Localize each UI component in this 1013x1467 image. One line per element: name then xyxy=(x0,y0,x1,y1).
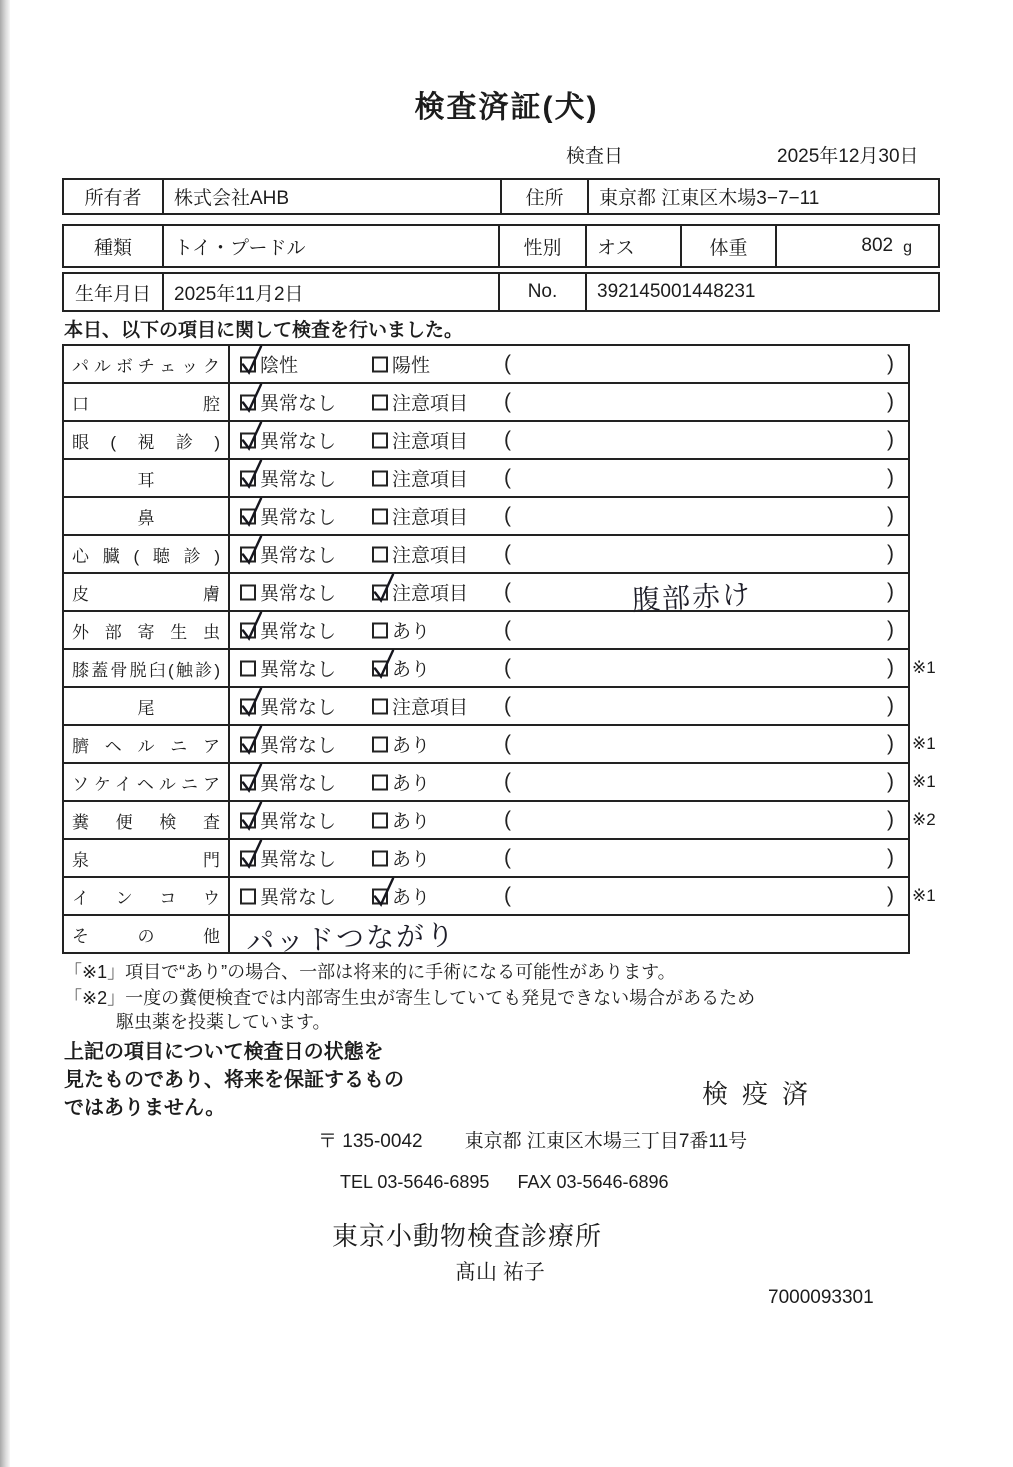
paren-close: ) xyxy=(887,732,894,755)
disclaimer-line-1: 上記の項目について検査日の状態を xyxy=(64,1041,384,1063)
paren-close: ) xyxy=(887,618,894,641)
paren-close: ) xyxy=(887,580,894,603)
clinic-address: 東京都 江東区木場三丁目7番11号 xyxy=(464,1131,748,1152)
paren-open: ( xyxy=(504,542,511,565)
no-label: No. xyxy=(500,274,587,310)
checked-checkbox-icon xyxy=(240,622,256,638)
empty-checkbox-icon xyxy=(372,356,388,372)
option-label: あり xyxy=(392,773,431,795)
checklist-option-2 xyxy=(372,541,468,568)
empty-checkbox-icon xyxy=(372,736,388,752)
checklist-option-1 xyxy=(240,389,336,416)
fax-number: FAX 03-5646-6896 xyxy=(517,1172,669,1192)
paren-close: ) xyxy=(887,542,894,565)
empty-checkbox-icon xyxy=(372,470,388,486)
tel-fax-row xyxy=(340,1172,669,1193)
footnote-1: 「※1」項目で“あり”の場合、一部は将来的に手術になる可能性があります。 xyxy=(64,962,676,982)
option-label: あり xyxy=(392,887,431,909)
option-label: 異常なし xyxy=(260,469,337,491)
checklist-row-content xyxy=(232,650,908,686)
checklist-option-2 xyxy=(372,465,468,492)
checklist-option-1 xyxy=(240,731,336,758)
empty-checkbox-icon xyxy=(372,812,388,828)
checklist-option-2 xyxy=(372,579,468,606)
checklist-row-content xyxy=(232,384,908,420)
checklist-row-content xyxy=(232,536,908,572)
empty-checkbox-icon xyxy=(372,508,388,524)
paren-open: ( xyxy=(504,808,511,831)
intro-sentence: 本日、以下の項目に関して検査を行いました。 xyxy=(64,320,464,341)
paren-open: ( xyxy=(504,504,511,527)
empty-checkbox-icon xyxy=(372,394,388,410)
checklist-row-content xyxy=(232,460,908,496)
option-label: 異常なし xyxy=(260,659,337,681)
paren-close: ) xyxy=(887,390,894,413)
checklist-row-content xyxy=(232,498,908,534)
checklist-row xyxy=(64,724,936,762)
option-label: 陰性 xyxy=(260,355,299,377)
checklist-option-2 xyxy=(372,807,430,834)
empty-checkbox-icon xyxy=(240,888,256,904)
serial-number: 7000093301 xyxy=(768,1287,874,1308)
tel-number: TEL 03-5646-6895 xyxy=(340,1172,490,1192)
sex-label: 性別 xyxy=(500,226,587,266)
checklist-row xyxy=(64,420,908,458)
checklist-option-1 xyxy=(240,427,336,454)
option-label: 異常なし xyxy=(260,621,337,643)
checklist-row xyxy=(64,686,908,724)
paren-close: ) xyxy=(887,694,894,717)
sex-value: オス xyxy=(587,226,682,266)
checklist-option-2 xyxy=(372,731,430,758)
checklist-option-2 xyxy=(372,845,430,872)
option-label: 異常なし xyxy=(260,545,337,567)
option-label: 異常なし xyxy=(260,849,337,871)
checklist-item-label: 糞便検査 xyxy=(64,802,230,838)
option-label: 異常なし xyxy=(260,887,337,909)
paren-open: ( xyxy=(504,884,511,907)
checklist-item-label: ソケイヘルニア xyxy=(64,764,230,800)
checklist-option-2 xyxy=(372,655,430,682)
empty-checkbox-icon xyxy=(372,546,388,562)
empty-checkbox-icon xyxy=(372,774,388,790)
checklist-row xyxy=(64,496,908,534)
footnote-2-line1: 「※2」一度の糞便検査では内部寄生虫が寄生していても発見できない場合があるため xyxy=(64,988,756,1008)
owner-value: 株式会社AHB xyxy=(164,180,502,213)
breed-label: 種類 xyxy=(64,226,164,266)
scan-edge-artifact xyxy=(0,0,10,1467)
checklist-item-label: 眼(視診) xyxy=(64,422,230,458)
checklist-item-label: 外部寄生虫 xyxy=(64,612,230,648)
empty-checkbox-icon xyxy=(240,660,256,676)
checked-checkbox-icon xyxy=(240,850,256,866)
checked-checkbox-icon xyxy=(240,736,256,752)
paren-close: ) xyxy=(887,428,894,451)
checklist-row-content xyxy=(232,916,908,958)
paren-open: ( xyxy=(504,390,511,413)
handwritten-note: パッドつながり xyxy=(245,919,457,958)
clinic-address-row xyxy=(318,1126,747,1153)
option-label: 異常なし xyxy=(260,811,337,833)
checklist-option-2 xyxy=(372,427,468,454)
remark-asterisk: ※1 xyxy=(912,772,936,791)
birthdate-value: 2025年11月2日 xyxy=(164,274,500,310)
checklist-row xyxy=(64,800,936,838)
postal-code: 〒 135-0042 xyxy=(318,1131,423,1152)
checklist-option-2 xyxy=(372,351,430,378)
quarantine-stamp: 検疫済 xyxy=(702,1079,823,1109)
paren-open: ( xyxy=(504,770,511,793)
disclaimer-line-2: 見たものであり、将来を保証するもの xyxy=(64,1069,404,1091)
option-label: 異常なし xyxy=(260,773,337,795)
checklist-row-content xyxy=(232,726,908,762)
weight-value: 802 xyxy=(861,235,894,256)
checklist-row-content xyxy=(232,612,908,648)
checklist-item-label: 尾 xyxy=(64,688,230,724)
checklist-row-content xyxy=(232,574,908,617)
checklist-row xyxy=(64,346,908,382)
checklist-option-2 xyxy=(372,769,430,796)
checked-checkbox-icon xyxy=(372,660,388,676)
option-label: 陽性 xyxy=(392,355,431,377)
checklist-row-content xyxy=(232,840,908,876)
paren-open: ( xyxy=(504,618,511,641)
checklist-row xyxy=(64,762,936,800)
checklist-option-2 xyxy=(372,883,430,910)
checklist-row xyxy=(64,648,936,686)
clinic-name: 東京小動物検査診療所 xyxy=(332,1221,603,1251)
breed-value: トイ・プードル xyxy=(164,226,500,266)
option-label: あり xyxy=(392,735,431,757)
paren-open: ( xyxy=(504,846,511,869)
checklist-table xyxy=(62,344,936,958)
disclaimer-line-3: ではありません。 xyxy=(64,1097,226,1119)
paren-open: ( xyxy=(504,694,511,717)
weight-label: 体重 xyxy=(682,226,777,266)
paren-open: ( xyxy=(504,352,511,375)
paren-close: ) xyxy=(887,846,894,869)
exam-date-value: 2025年12月30日 xyxy=(777,146,919,167)
option-label: 注意項目 xyxy=(392,431,469,453)
checklist-row xyxy=(64,838,908,876)
checklist-option-2 xyxy=(372,693,468,720)
checked-checkbox-icon xyxy=(240,394,256,410)
weight-unit: g xyxy=(903,239,912,256)
empty-checkbox-icon xyxy=(372,698,388,714)
checked-checkbox-icon xyxy=(372,584,388,600)
checklist-option-1 xyxy=(240,465,336,492)
checklist-row-content xyxy=(232,422,908,458)
checklist-row-content xyxy=(232,878,908,914)
option-label: あり xyxy=(392,621,431,643)
checklist-option-1 xyxy=(240,769,336,796)
empty-checkbox-icon xyxy=(372,432,388,448)
checklist-item-label: その他 xyxy=(64,916,230,952)
checklist-option-1 xyxy=(240,845,336,872)
checklist-row xyxy=(64,610,908,648)
paren-open: ( xyxy=(504,656,511,679)
checklist-option-1 xyxy=(240,693,336,720)
checklist-row xyxy=(64,382,908,420)
paren-close: ) xyxy=(887,504,894,527)
empty-checkbox-icon xyxy=(372,622,388,638)
page-title: 検査済証(犬) xyxy=(414,91,599,124)
option-label: あり xyxy=(392,811,431,833)
checklist-option-2 xyxy=(372,617,430,644)
checklist-option-1 xyxy=(240,655,336,682)
disclaimer-text xyxy=(64,1038,404,1122)
option-label: 異常なし xyxy=(260,431,337,453)
checklist-row-content xyxy=(232,764,908,800)
checklist-option-2 xyxy=(372,389,468,416)
checklist-option-1 xyxy=(240,541,336,568)
checked-checkbox-icon xyxy=(240,812,256,828)
paren-close: ) xyxy=(887,808,894,831)
weight-value-cell xyxy=(777,226,938,266)
checklist-item-label: パルボチェック xyxy=(64,346,230,382)
option-label: 異常なし xyxy=(260,697,337,719)
checklist-item-label: 鼻 xyxy=(64,498,230,534)
paren-open: ( xyxy=(504,428,511,451)
checklist-item-label: 皮膚 xyxy=(64,574,230,610)
checklist-item-label: 口腔 xyxy=(64,384,230,420)
empty-checkbox-icon xyxy=(240,584,256,600)
checklist-item-label: 膝蓋骨脱臼(触診) xyxy=(64,650,230,686)
checked-checkbox-icon xyxy=(240,774,256,790)
checklist-row xyxy=(64,572,908,617)
paren-open: ( xyxy=(504,466,511,489)
option-label: あり xyxy=(392,849,431,871)
checked-checkbox-icon xyxy=(240,698,256,714)
checklist-row-content xyxy=(232,346,908,382)
checklist-item-label: 耳 xyxy=(64,460,230,496)
paren-close: ) xyxy=(887,884,894,907)
checklist-row xyxy=(64,534,908,572)
checklist-row-content xyxy=(232,688,908,724)
option-label: 注意項目 xyxy=(392,507,469,529)
checked-checkbox-icon xyxy=(372,888,388,904)
option-label: 異常なし xyxy=(260,393,337,415)
birthdate-label: 生年月日 xyxy=(64,274,164,310)
checklist-row xyxy=(64,876,936,914)
paren-close: ) xyxy=(887,466,894,489)
checklist-option-2 xyxy=(372,503,468,530)
checklist-option-1 xyxy=(240,503,336,530)
checklist-option-1 xyxy=(240,883,336,910)
address-label: 住所 xyxy=(502,180,589,213)
checked-checkbox-icon xyxy=(240,508,256,524)
remark-asterisk: ※1 xyxy=(912,734,936,753)
option-label: 注意項目 xyxy=(392,545,469,567)
owner-table xyxy=(62,178,940,215)
checklist-row xyxy=(64,458,908,496)
option-label: 注意項目 xyxy=(392,393,469,415)
option-label: 注意項目 xyxy=(392,469,469,491)
checked-checkbox-icon xyxy=(240,356,256,372)
checklist-item-label: 泉門 xyxy=(64,840,230,876)
pet-info-table xyxy=(62,224,940,268)
owner-label: 所有者 xyxy=(64,180,164,213)
checklist-item-label: インコウ xyxy=(64,878,230,914)
remark-asterisk: ※1 xyxy=(912,886,936,905)
remark-asterisk: ※1 xyxy=(912,658,936,677)
paren-close: ) xyxy=(887,770,894,793)
paren-close: ) xyxy=(887,352,894,375)
remark-asterisk: ※2 xyxy=(912,810,936,829)
option-label: 注意項目 xyxy=(392,583,469,605)
option-label: 異常なし xyxy=(260,735,337,757)
option-label: 異常なし xyxy=(260,507,337,529)
checklist-item-label: 臍ヘルニア xyxy=(64,726,230,762)
empty-checkbox-icon xyxy=(372,850,388,866)
handwritten-note: 腹部赤け xyxy=(631,578,753,617)
address-value: 東京都 江東区木場3−7−11 xyxy=(599,188,820,209)
paren-close: ) xyxy=(887,656,894,679)
option-label: あり xyxy=(392,659,431,681)
footnote-2-line2: 駆虫薬を投薬しています。 xyxy=(116,1012,331,1032)
checklist-option-1 xyxy=(240,807,336,834)
checked-checkbox-icon xyxy=(240,470,256,486)
birth-no-table xyxy=(62,272,940,312)
veterinarian-name: 髙山 祐子 xyxy=(455,1261,545,1284)
paren-open: ( xyxy=(504,580,511,603)
checklist-option-1 xyxy=(240,351,298,378)
checklist-option-1 xyxy=(240,579,336,606)
exam-date-label: 検査日 xyxy=(566,146,624,167)
paren-open: ( xyxy=(504,732,511,755)
no-value: 392145001448231 xyxy=(597,281,756,302)
checklist-row xyxy=(64,914,908,958)
option-label: 異常なし xyxy=(260,583,337,605)
checklist-item-label: 心臓(聴診) xyxy=(64,536,230,572)
checklist-row-content xyxy=(232,802,908,838)
checklist-option-1 xyxy=(240,617,336,644)
checked-checkbox-icon xyxy=(240,546,256,562)
checked-checkbox-icon xyxy=(240,432,256,448)
option-label: 注意項目 xyxy=(392,697,469,719)
